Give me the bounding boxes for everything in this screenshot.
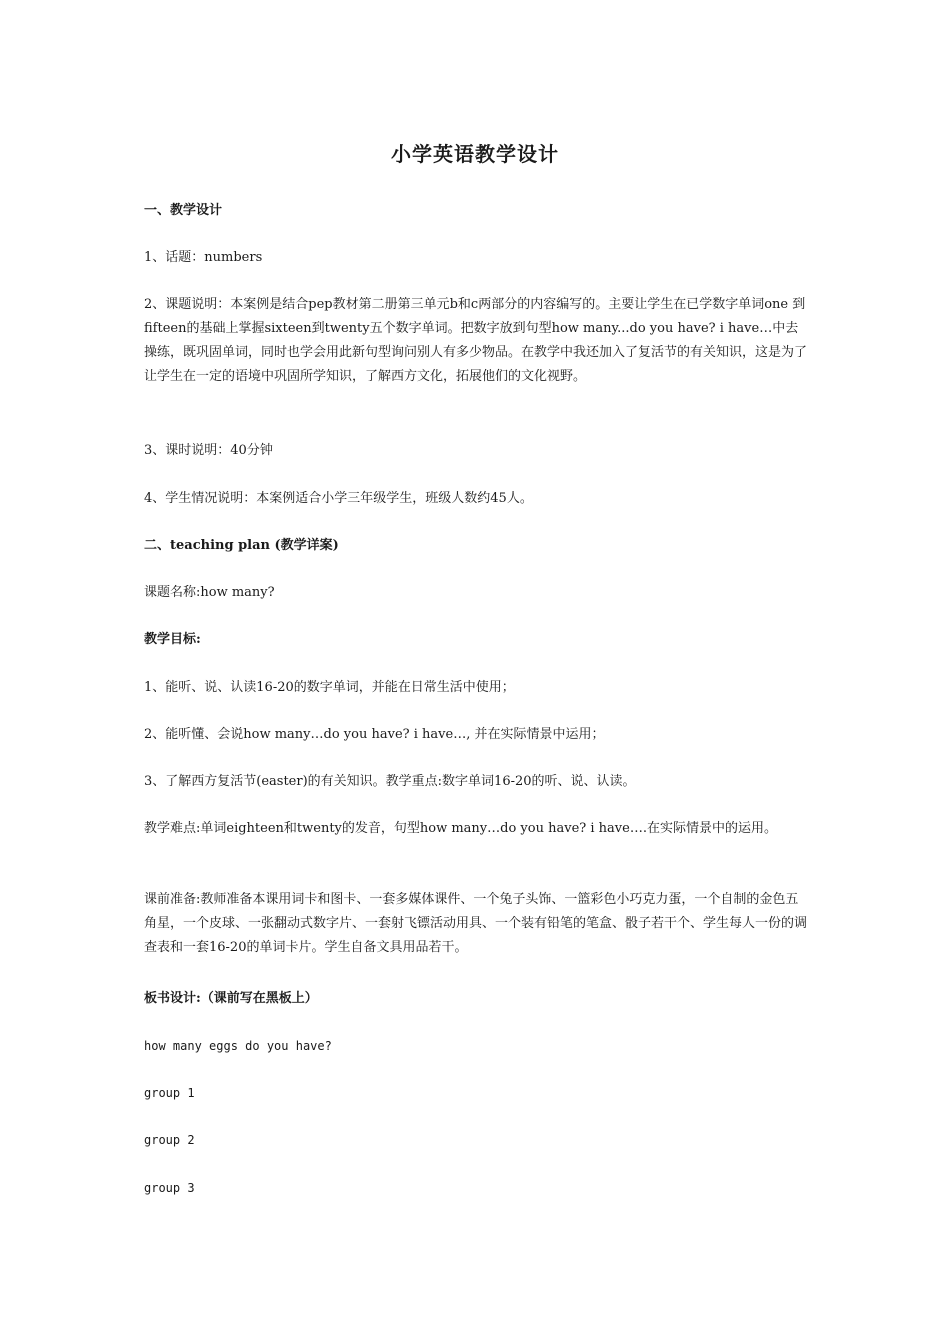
difficulty-paragraph: 教学难点:单词eighteen和twenty的发音，句型how many…do you have? i have….在实际情景中的运用。: [144, 821, 777, 836]
objective-3: 3、了解西方复活节(easter)的有关知识。教学重点:数字单词16-20的听、说、认读。: [144, 774, 636, 789]
topic-line: 1、话题：numbers: [144, 250, 263, 265]
lesson-name-line: 课题名称:how many?: [144, 585, 275, 600]
group-3-label: group 3: [144, 1181, 195, 1195]
preparation-paragraph: 课前准备:教师准备本课用词卡和图卡、一套多媒体课件、一个兔子头饰、一篮彩色小巧克力蛋，一个自制的金色五角星，一个皮球、一张翻动式数字片、一套射飞镖活动用具、一个装有铅笔的笔盒、骰子若干个、学生每人一份的调查表和一套16-20的单词卡片。学生自备文具用品若干。: [144, 892, 808, 955]
objective-2: 2、能听懂、会说how many…do you have? i have…, 并在实际情景中运用；: [144, 727, 605, 742]
objectives-heading: 教学目标:: [144, 632, 201, 647]
objective-1: 1、能听、说、认读16-20的数字单词，并能在日常生活中使用；: [144, 680, 515, 695]
students-line: 4、学生情况说明：本案例适合小学三年级学生，班级人数约45人。: [144, 491, 533, 506]
group-2-label: group 2: [144, 1133, 195, 1147]
board-question: how many eggs do you have?: [144, 1039, 332, 1053]
document-title: 小学英语教学设计: [391, 142, 559, 166]
section-heading-design: 一、教学设计: [144, 203, 223, 218]
board-design-heading: 板书设计:（课前写在黑板上）: [144, 991, 318, 1006]
group-1-label: group 1: [144, 1086, 195, 1100]
description-paragraph: 2、课题说明：本案例是结合pep教材第二册第三单元b和c两部分的内容编写的。主要让学生在已学数字单词one 到 fifteen的基础上掌握sixteen到twenty五个数字单词。把数字放到句型how many...do you have? i have…中去操练，既巩固单词，同时也学会用此新句型询问别人有多少物品。在教学中我还加入了复活节的有关知识，这是为了让学生在一定的语境中巩固所学知识，了解西方文化，拓展他们的文化视野。: [144, 297, 808, 384]
duration-line: 3、课时说明：40分钟: [144, 443, 273, 458]
section-heading-teaching-plan: 二、teaching plan (教学详案): [144, 538, 339, 553]
